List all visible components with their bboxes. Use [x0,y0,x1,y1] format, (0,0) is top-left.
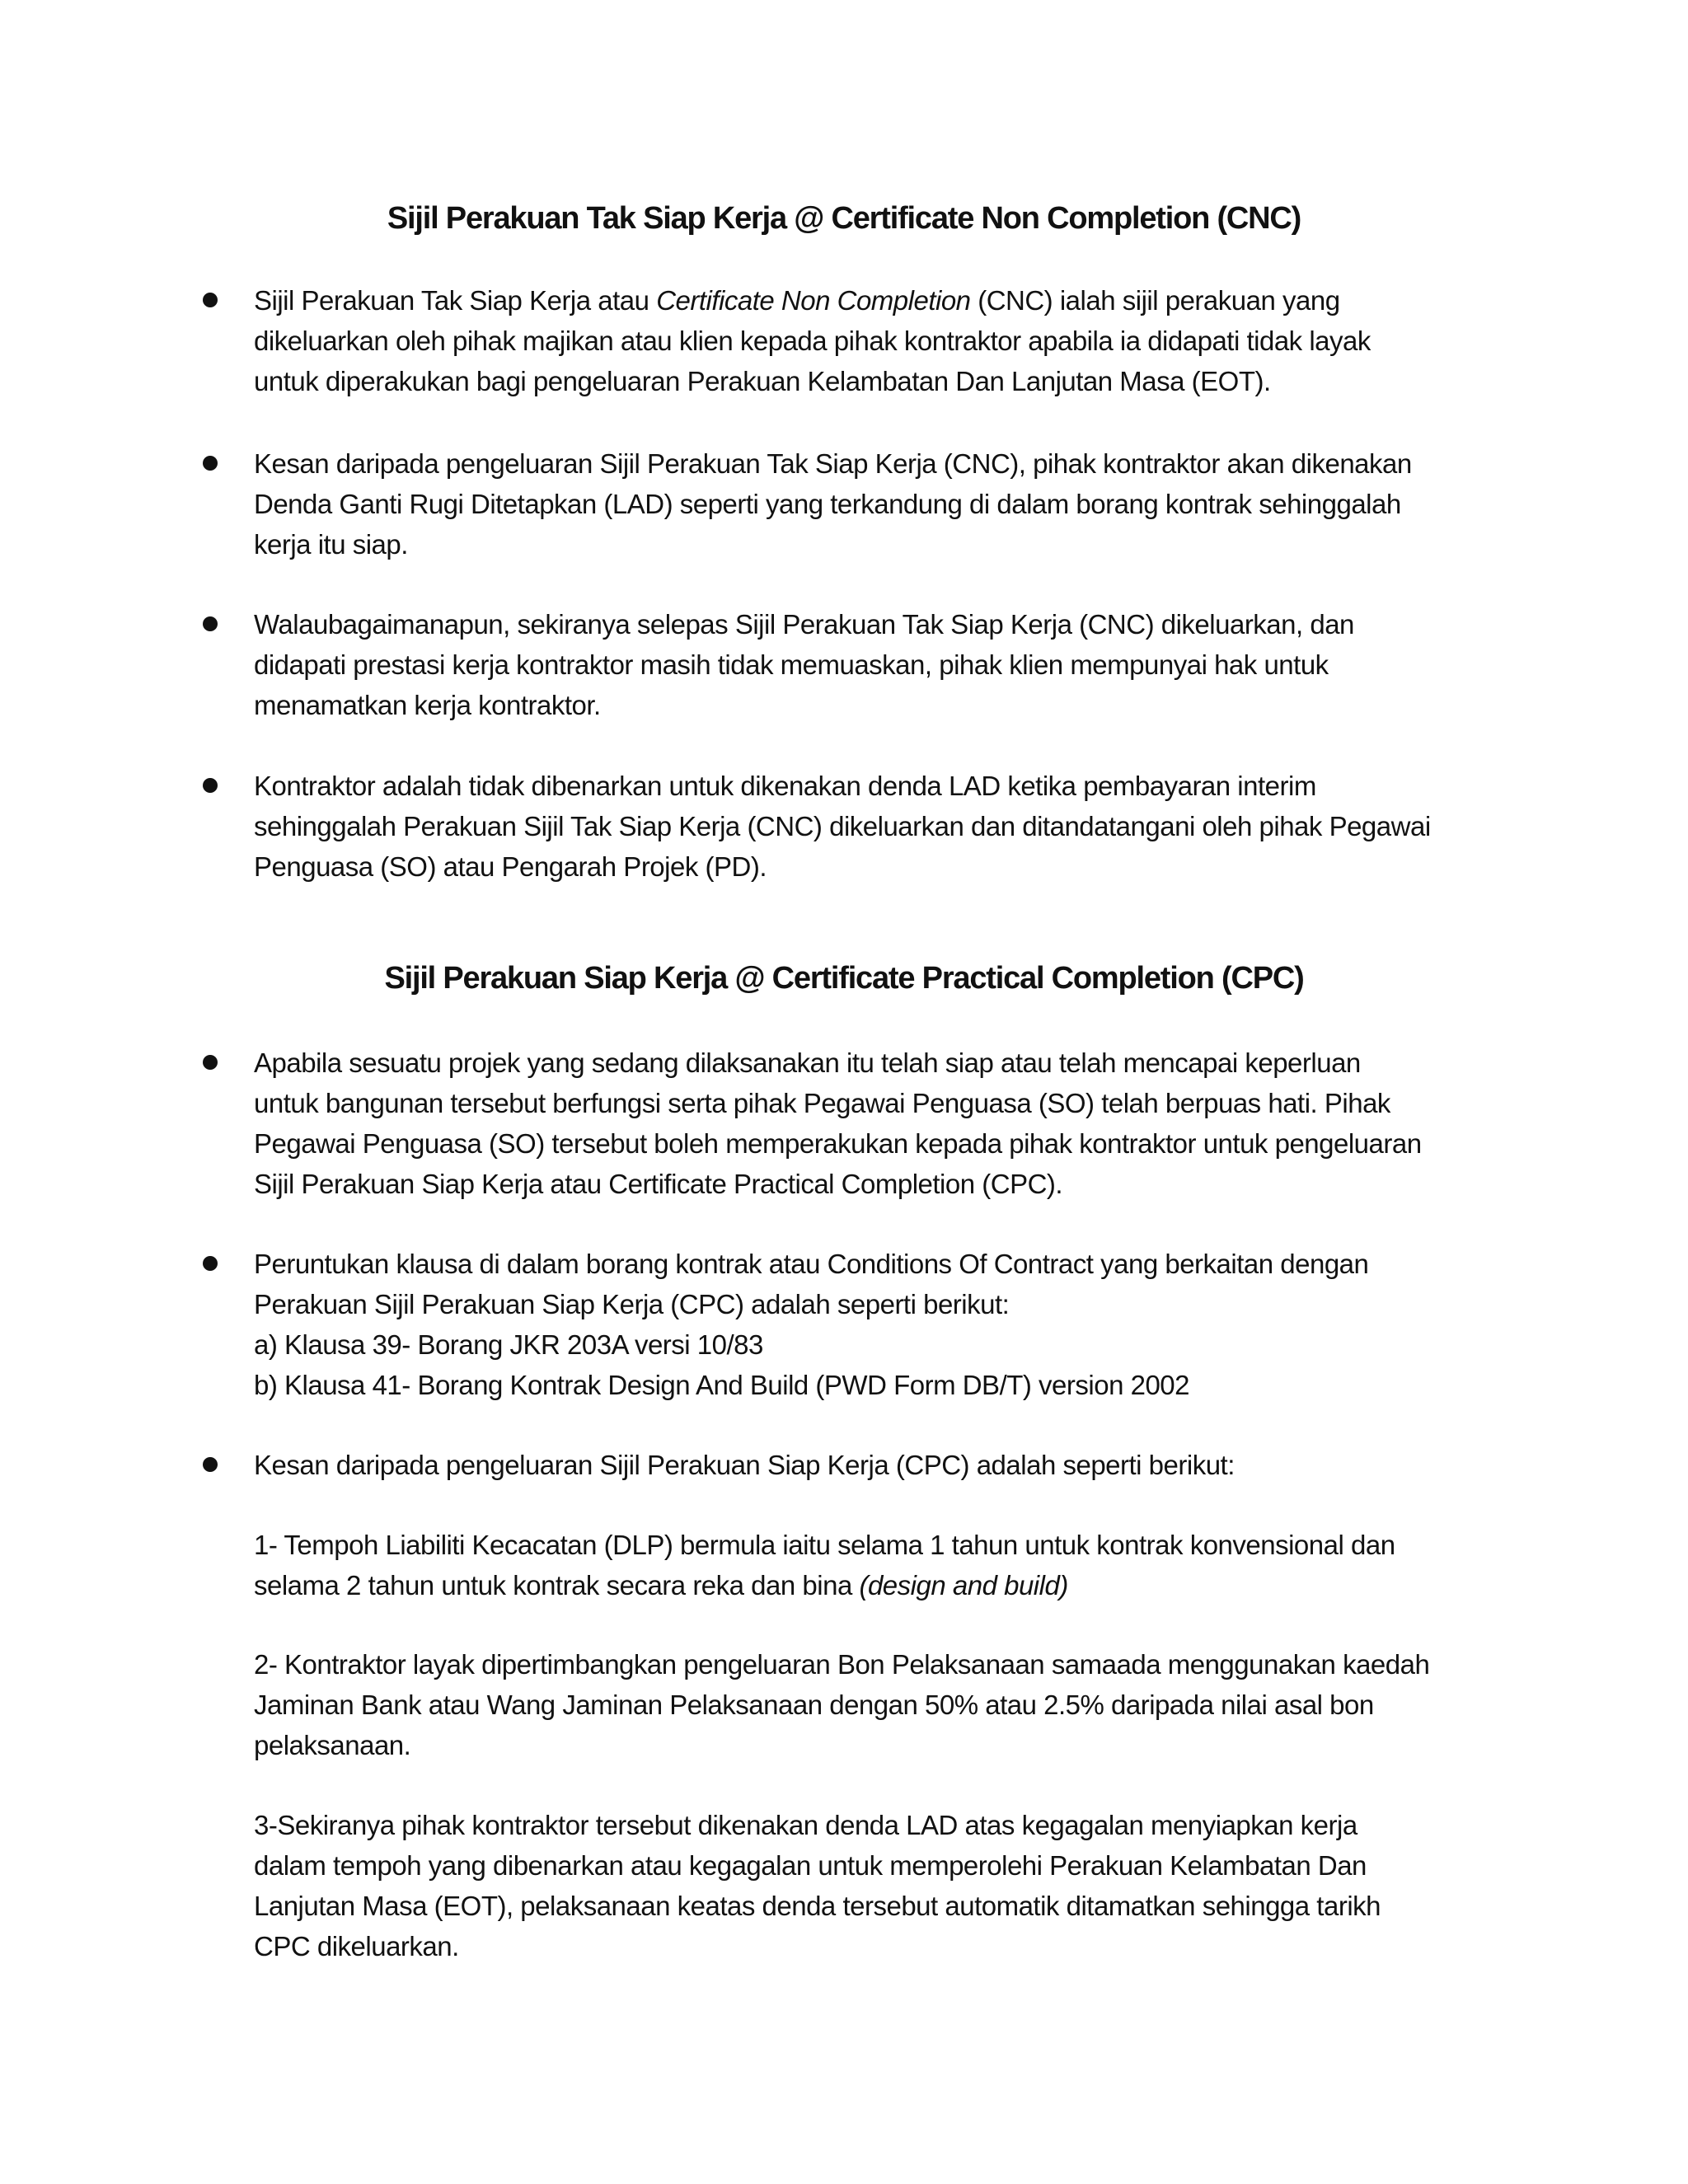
paragraph-text: 1- Tempoh Liabiliti Kecacatan (DLP) bermula iaitu selama 1 tahun untuk kontrak konvensional dan selama 2 tahun untuk kontrak secara reka dan bina [254,1530,1395,1601]
bullet-marker [203,778,218,793]
bullet-marker [203,616,218,631]
paragraph-text: (CNC) ialah sijil perakuan yang dikeluarkan oleh pihak majikan atau klien kepada pihak kontraktor apabila ia didapati tidak layak untuk diperakukan bagi pengeluaran Perakuan Kelambatan Dan Lanjutan Masa (EOT). [254,285,1371,396]
paragraph-cnc-interim-payment: Kontraktor adalah tidak dibenarkan untuk dikenakan denda LAD ketika pembayaran interim sehinggalah Perakuan Sijil Tak Siap Kerja (CNC) dikeluarkan dan ditandatangani oleh pihak Pegawai Penguasa (SO) atau Pengarah Projek (PD). [254,771,1431,882]
paragraph-cnc-lad-effect: Kesan daripada pengeluaran Sijil Perakuan Tak Siap Kerja (CNC), pihak kontraktor akan dikenakan Denda Ganti Rugi Ditetapkan (LAD) seperti yang terkandung di dalam borang kontrak sehinggalah kerja itu siap. [254,448,1412,560]
paragraph-cpc-definition: Apabila sesuatu projek yang sedang dilaksanakan itu telah siap atau telah mencapai keperluan untuk bangunan tersebut berfungsi serta pihak Pegawai Penguasa (SO) telah berpuas hati. Pihak Pegawai Penguasa (SO) tersebut boleh memperakukan kepada pihak kontraktor untuk pengeluaran Sijil Perakuan Siap Kerja atau Certificate Practical Completion (CPC). [254,1047,1422,1199]
paragraph-cnc-termination: Walaubagaimanapun, sekiranya selepas Sijil Perakuan Tak Siap Kerja (CNC) dikeluarkan, dan didapati prestasi kerja kontraktor masih tidak memuaskan, pihak klien mempunyai hak untuk menamatkan kerja kontraktor. [254,609,1354,720]
paragraph-italic-text: (design and build) [859,1570,1068,1601]
bullet-marker [203,1055,218,1070]
heading-cpc: Sijil Perakuan Siap Kerja @ Certificate Practical Completion (CPC) [384,961,1304,996]
paragraph-cpc-effects-intro: Kesan daripada pengeluaran Sijil Perakuan Siap Kerja (CPC) adalah seperti berikut: [254,1450,1235,1480]
bullet-marker [203,293,218,307]
paragraph-cpc-effect-2: 2- Kontraktor layak dipertimbangkan pengeluaran Bon Pelaksanaan samaada menggunakan kaedah Jaminan Bank atau Wang Jaminan Pelaksanaan dengan 50% atau 2.5% daripada nilai asal bon pelaksanaan. [254,1649,1430,1760]
bullet-marker [203,1256,218,1271]
paragraph-cpc-clauses: Peruntukan klausa di dalam borang kontrak atau Conditions Of Contract yang berkaitan dengan Perakuan Sijil Perakuan Siap Kerja (CPC) adalah seperti berikut: a) Klausa 39- Borang JKR 203A versi 10/83 b) Klausa 41- Borang Kontrak Design And Build (PWD Form DB/T) version 2002 [254,1249,1369,1400]
heading-cnc: Sijil Perakuan Tak Siap Kerja @ Certificate Non Completion (CNC) [387,201,1301,236]
paragraph-italic-text: Certificate Non Completion [656,285,971,316]
paragraph-text: Sijil Perakuan Tak Siap Kerja atau [254,285,657,316]
bullet-marker [203,456,218,471]
bullet-marker [203,1457,218,1472]
paragraph-cpc-effect-1 [254,1525,1515,1605]
paragraph-cpc-effect-3: 3-Sekiranya pihak kontraktor tersebut dikenakan denda LAD atas kegagalan menyiapkan kerja dalam tempoh yang dibenarkan atau kegagalan untuk memperolehi Perakuan Kelambatan Dan Lanjutan Masa (EOT), pelaksanaan keatas denda tersebut automatik ditamatkan sehingga tarikh CPC dikeluarkan. [254,1810,1381,1961]
paragraph-cnc-definition [254,280,1515,401]
